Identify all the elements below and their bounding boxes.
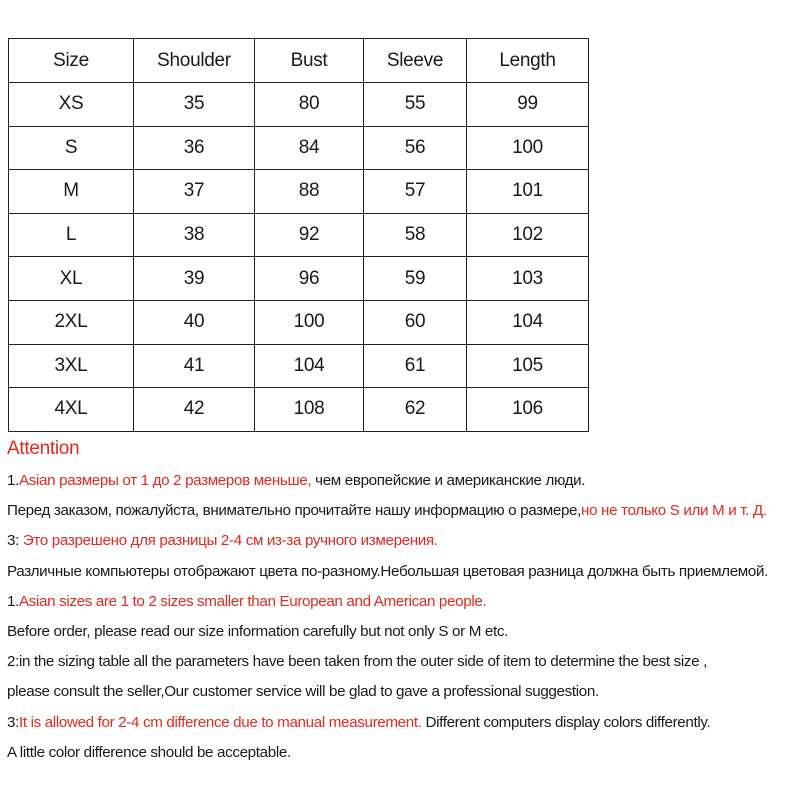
note-line-10 — [7, 738, 800, 768]
cell-bust: 108 — [255, 388, 364, 432]
cell-size: XS — [9, 83, 134, 127]
cell-length: 106 — [467, 388, 589, 432]
cell-length: 102 — [467, 213, 589, 257]
table-row — [9, 300, 589, 344]
cell-sleeve: 62 — [364, 388, 467, 432]
cell-bust: 104 — [255, 344, 364, 388]
cell-sleeve: 57 — [364, 170, 467, 214]
cell-shoulder: 42 — [134, 388, 255, 432]
cell-size: 2XL — [9, 300, 134, 344]
note-text: Перед заказом, пожалуйста, внимательно прочитайте нашу информацию о размере, — [7, 502, 582, 520]
note-line-6 — [7, 617, 800, 647]
header-size: Size — [9, 39, 134, 83]
note-text: чем европейские и американские люди. — [311, 472, 586, 489]
note-prefix: 1. — [7, 592, 19, 610]
note-line-5 — [7, 587, 800, 617]
cell-sleeve: 61 — [364, 344, 467, 388]
header-sleeve: Sleeve — [364, 39, 467, 83]
note-highlight: Asian sizes are 1 to 2 sizes smaller than European and American people. — [18, 592, 487, 610]
cell-bust: 92 — [255, 213, 364, 257]
note-prefix: 3: — [7, 532, 23, 550]
attention-heading: Attention — [7, 438, 80, 459]
cell-size: 4XL — [9, 388, 134, 432]
note-line-3 — [7, 526, 800, 556]
note-line-9 — [7, 708, 800, 738]
cell-bust: 96 — [255, 257, 364, 301]
note-line-7 — [7, 647, 800, 677]
cell-shoulder: 35 — [134, 83, 255, 127]
note-text: Before order, please read our size information carefully but not only S or M etc. — [7, 622, 508, 640]
size-chart-table — [8, 38, 589, 432]
cell-shoulder: 38 — [134, 213, 255, 257]
cell-length: 100 — [467, 126, 589, 170]
notes-section — [7, 436, 800, 768]
note-prefix: 3: — [7, 713, 19, 731]
table-row — [9, 388, 589, 432]
table-row — [9, 126, 589, 170]
table-body — [9, 83, 589, 432]
cell-shoulder: 40 — [134, 300, 255, 344]
note-line-1 — [7, 466, 800, 496]
note-highlight: Asian размеры от 1 до 2 размеров меньше, — [18, 472, 312, 489]
cell-length: 104 — [467, 300, 589, 344]
cell-shoulder: 41 — [134, 344, 255, 388]
note-highlight: Это разрешено для разницы 2-4 см из-за ручного измерения. — [22, 532, 438, 550]
note-prefix: 1. — [7, 472, 19, 489]
table-row — [9, 257, 589, 301]
note-text: A little color difference should be acceptable. — [7, 743, 291, 761]
cell-length: 101 — [467, 170, 589, 214]
note-text: please consult the seller,Our customer service will be glad to gave a professional suggestion. — [7, 683, 599, 701]
cell-length: 105 — [467, 344, 589, 388]
note-highlight: но не только S или M и т. Д. — [581, 502, 767, 520]
cell-sleeve: 59 — [364, 257, 467, 301]
header-shoulder: Shoulder — [134, 39, 255, 83]
table-row — [9, 170, 589, 214]
table-row — [9, 213, 589, 257]
cell-size: S — [9, 126, 134, 170]
cell-size: L — [9, 213, 134, 257]
note-text: 2:in the sizing table all the parameters have been taken from the outer side of item to determine the best size , — [7, 653, 707, 671]
note-line-2 — [7, 496, 800, 526]
cell-sleeve: 56 — [364, 126, 467, 170]
cell-bust: 88 — [255, 170, 364, 214]
header-bust: Bust — [255, 39, 364, 83]
note-highlight: It is allowed for 2-4 cm difference due to manual measurement. — [18, 713, 422, 731]
cell-bust: 84 — [255, 126, 364, 170]
table-row — [9, 344, 589, 388]
cell-sleeve: 58 — [364, 213, 467, 257]
cell-bust: 100 — [255, 300, 364, 344]
table-row — [9, 83, 589, 127]
header-length: Length — [467, 39, 589, 83]
cell-shoulder: 36 — [134, 126, 255, 170]
note-line-8 — [7, 677, 800, 707]
cell-length: 103 — [467, 257, 589, 301]
cell-sleeve: 60 — [364, 300, 467, 344]
cell-sleeve: 55 — [364, 83, 467, 127]
cell-shoulder: 39 — [134, 257, 255, 301]
cell-length: 99 — [467, 83, 589, 127]
cell-shoulder: 37 — [134, 170, 255, 214]
note-text: Different computers display colors differently. — [421, 713, 711, 731]
note-line-4 — [7, 557, 800, 587]
note-text: Различные компьютеры отображают цвета по-разному.Небольшая цветовая разница должна быть приемлемой. — [7, 562, 768, 580]
cell-bust: 80 — [255, 83, 364, 127]
cell-size: XL — [9, 257, 134, 301]
cell-size: 3XL — [9, 344, 134, 388]
cell-size: M — [9, 170, 134, 214]
table-header-row — [9, 39, 589, 83]
